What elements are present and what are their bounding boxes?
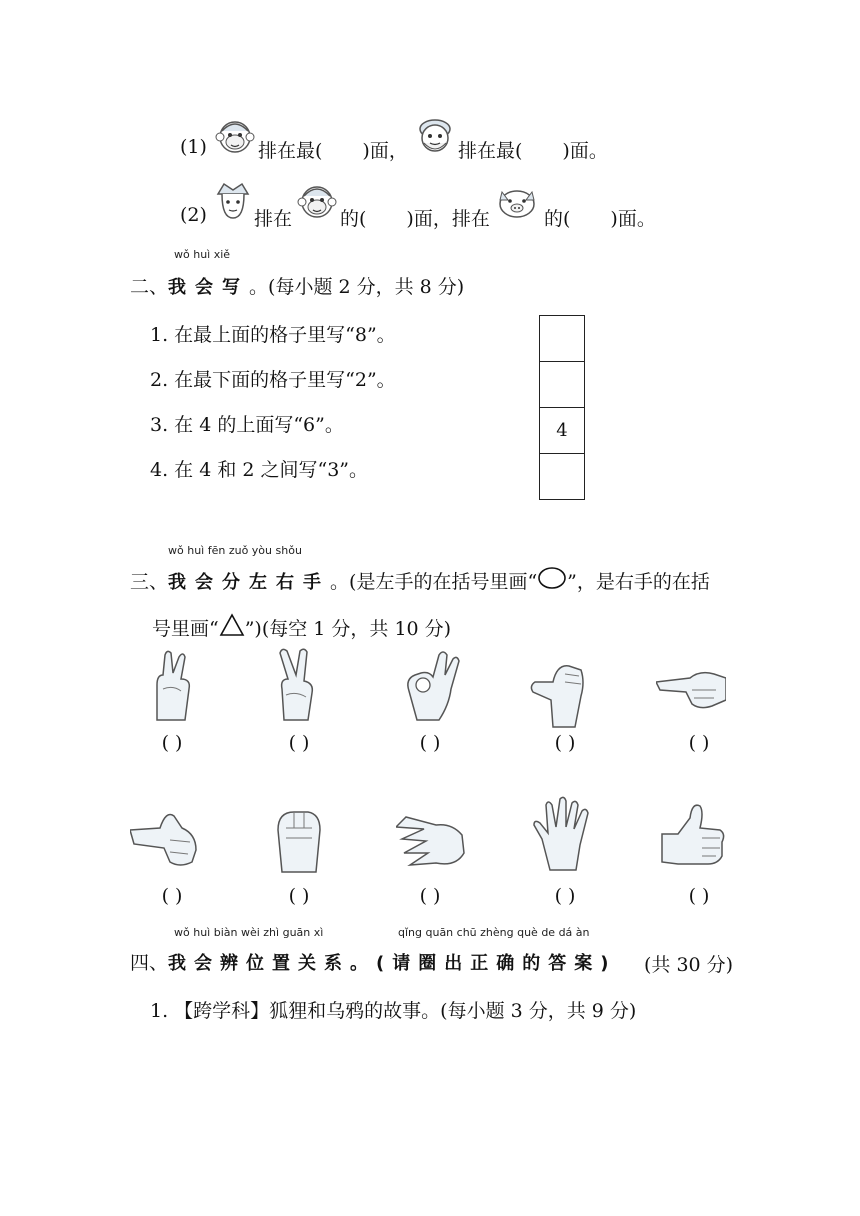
answer-parenthesis[interactable]: ( ) [419, 732, 441, 754]
instruction-item: 2. 在最下面的格子里写“2”。 [150, 369, 396, 391]
section-index: 三、 [130, 571, 169, 593]
question-1-2-text-c [544, 204, 656, 231]
section-title: 我会分左右手 [168, 572, 331, 593]
text-segment: )面， [362, 140, 408, 162]
tang-monk-character-icon [212, 180, 254, 222]
answer-parenthesis[interactable]: ( ) [554, 885, 576, 907]
answer-parenthesis[interactable]: ( ) [419, 885, 441, 907]
section-score: (每小题 2 分，共 8 分) [268, 276, 465, 298]
thumb-side-hand-icon [525, 652, 595, 732]
section-2-pinyin: wǒ huì xiě [174, 248, 231, 261]
grid-cell[interactable] [540, 362, 584, 408]
text-segment: 的( [544, 208, 571, 230]
instruction-text: ”)(每空 1 分，共 10 分) [244, 618, 452, 640]
answer-parenthesis[interactable]: ( ) [688, 732, 710, 754]
instruction-text: 号里画“ [152, 618, 219, 640]
question-1-1 [180, 136, 207, 158]
pointing-right-hand-icon [656, 656, 726, 736]
monk-character-icon [414, 115, 456, 157]
text-segment: 排在最( [258, 140, 323, 162]
section-4-score: (共 30 分) [644, 954, 734, 976]
grid-cell[interactable]: 4 [540, 408, 584, 454]
text-segment: )面，排在 [406, 208, 490, 230]
answer-parenthesis[interactable]: ( ) [288, 885, 310, 907]
instruction-item: 3. 在 4 的上面写“6”。 [150, 414, 344, 436]
section-4-pinyin-b: qǐng quān chū zhèng què de dá àn [398, 926, 590, 939]
answer-parenthesis[interactable]: ( ) [288, 732, 310, 754]
instruction-text: (是左手的在括号里画“ [349, 571, 538, 593]
answer-parenthesis[interactable]: ( ) [688, 885, 710, 907]
section-4-heading [130, 948, 616, 975]
section-index: 二、 [130, 276, 169, 298]
section-3-heading [130, 566, 710, 594]
text-segment: )面。 [562, 140, 608, 162]
victory-hand-icon [262, 645, 332, 725]
section-subtitle: (请圈出正确的答案) [376, 953, 617, 974]
pig-character-icon [496, 180, 538, 222]
grid-cell[interactable] [540, 316, 584, 362]
question-1-2 [180, 204, 207, 226]
text-segment: )面。 [610, 208, 656, 230]
section-3-pinyin: wǒ huì fēn zuǒ yòu shǒu [168, 544, 302, 557]
question-1-1-text [258, 136, 408, 163]
question-number: (2) [180, 204, 207, 226]
text-segment: 排在最( [458, 140, 523, 162]
answer-parenthesis[interactable]: ( ) [161, 732, 183, 754]
answer-grid [539, 315, 585, 500]
section-2-heading [130, 272, 464, 299]
section-period: 。 [330, 571, 350, 593]
circle-icon [537, 566, 567, 590]
question-1-2-text-a [254, 204, 292, 231]
thumbs-up-hand-icon [658, 798, 728, 878]
text-segment: 排在 [254, 208, 293, 230]
fist-hand-icon [264, 800, 334, 880]
ok-hand-icon [395, 645, 465, 725]
open-hand-sideways-icon [396, 805, 466, 885]
question-number: (1) [180, 136, 207, 158]
section-period: 。 [249, 276, 269, 298]
question-4-1: 1. 【跨学科】狐狸和乌鸦的故事。(每小题 3 分，共 9 分) [150, 1000, 637, 1022]
section-4-pinyin-a: wǒ huì biàn wèi zhì guān xì [174, 926, 324, 939]
instruction-text: ”，是右手的在括 [567, 571, 710, 593]
question-1-2-text-b [340, 204, 490, 231]
triangle-icon [219, 613, 245, 637]
monkey-character-icon [214, 115, 256, 157]
section-index: 四、 [130, 952, 169, 974]
monkey-character-icon [296, 180, 338, 222]
answer-parenthesis[interactable]: ( ) [161, 885, 183, 907]
question-1-1-text-b [458, 136, 608, 163]
answer-parenthesis[interactable]: ( ) [554, 732, 576, 754]
text-segment: 的( [340, 208, 367, 230]
pointing-left-hand-icon [130, 800, 200, 880]
crossed-fingers-hand-icon [137, 645, 207, 725]
section-3-heading-cont [152, 613, 451, 641]
grid-cell[interactable] [540, 454, 584, 499]
section-title: 我会写 [168, 277, 250, 298]
instruction-item: 4. 在 4 和 2 之间写“3”。 [150, 459, 369, 481]
section-title: 我会辨位置关系。 [168, 953, 377, 974]
open-palm-hand-icon [530, 795, 600, 875]
instruction-item: 1. 在最上面的格子里写“8”。 [150, 324, 396, 346]
